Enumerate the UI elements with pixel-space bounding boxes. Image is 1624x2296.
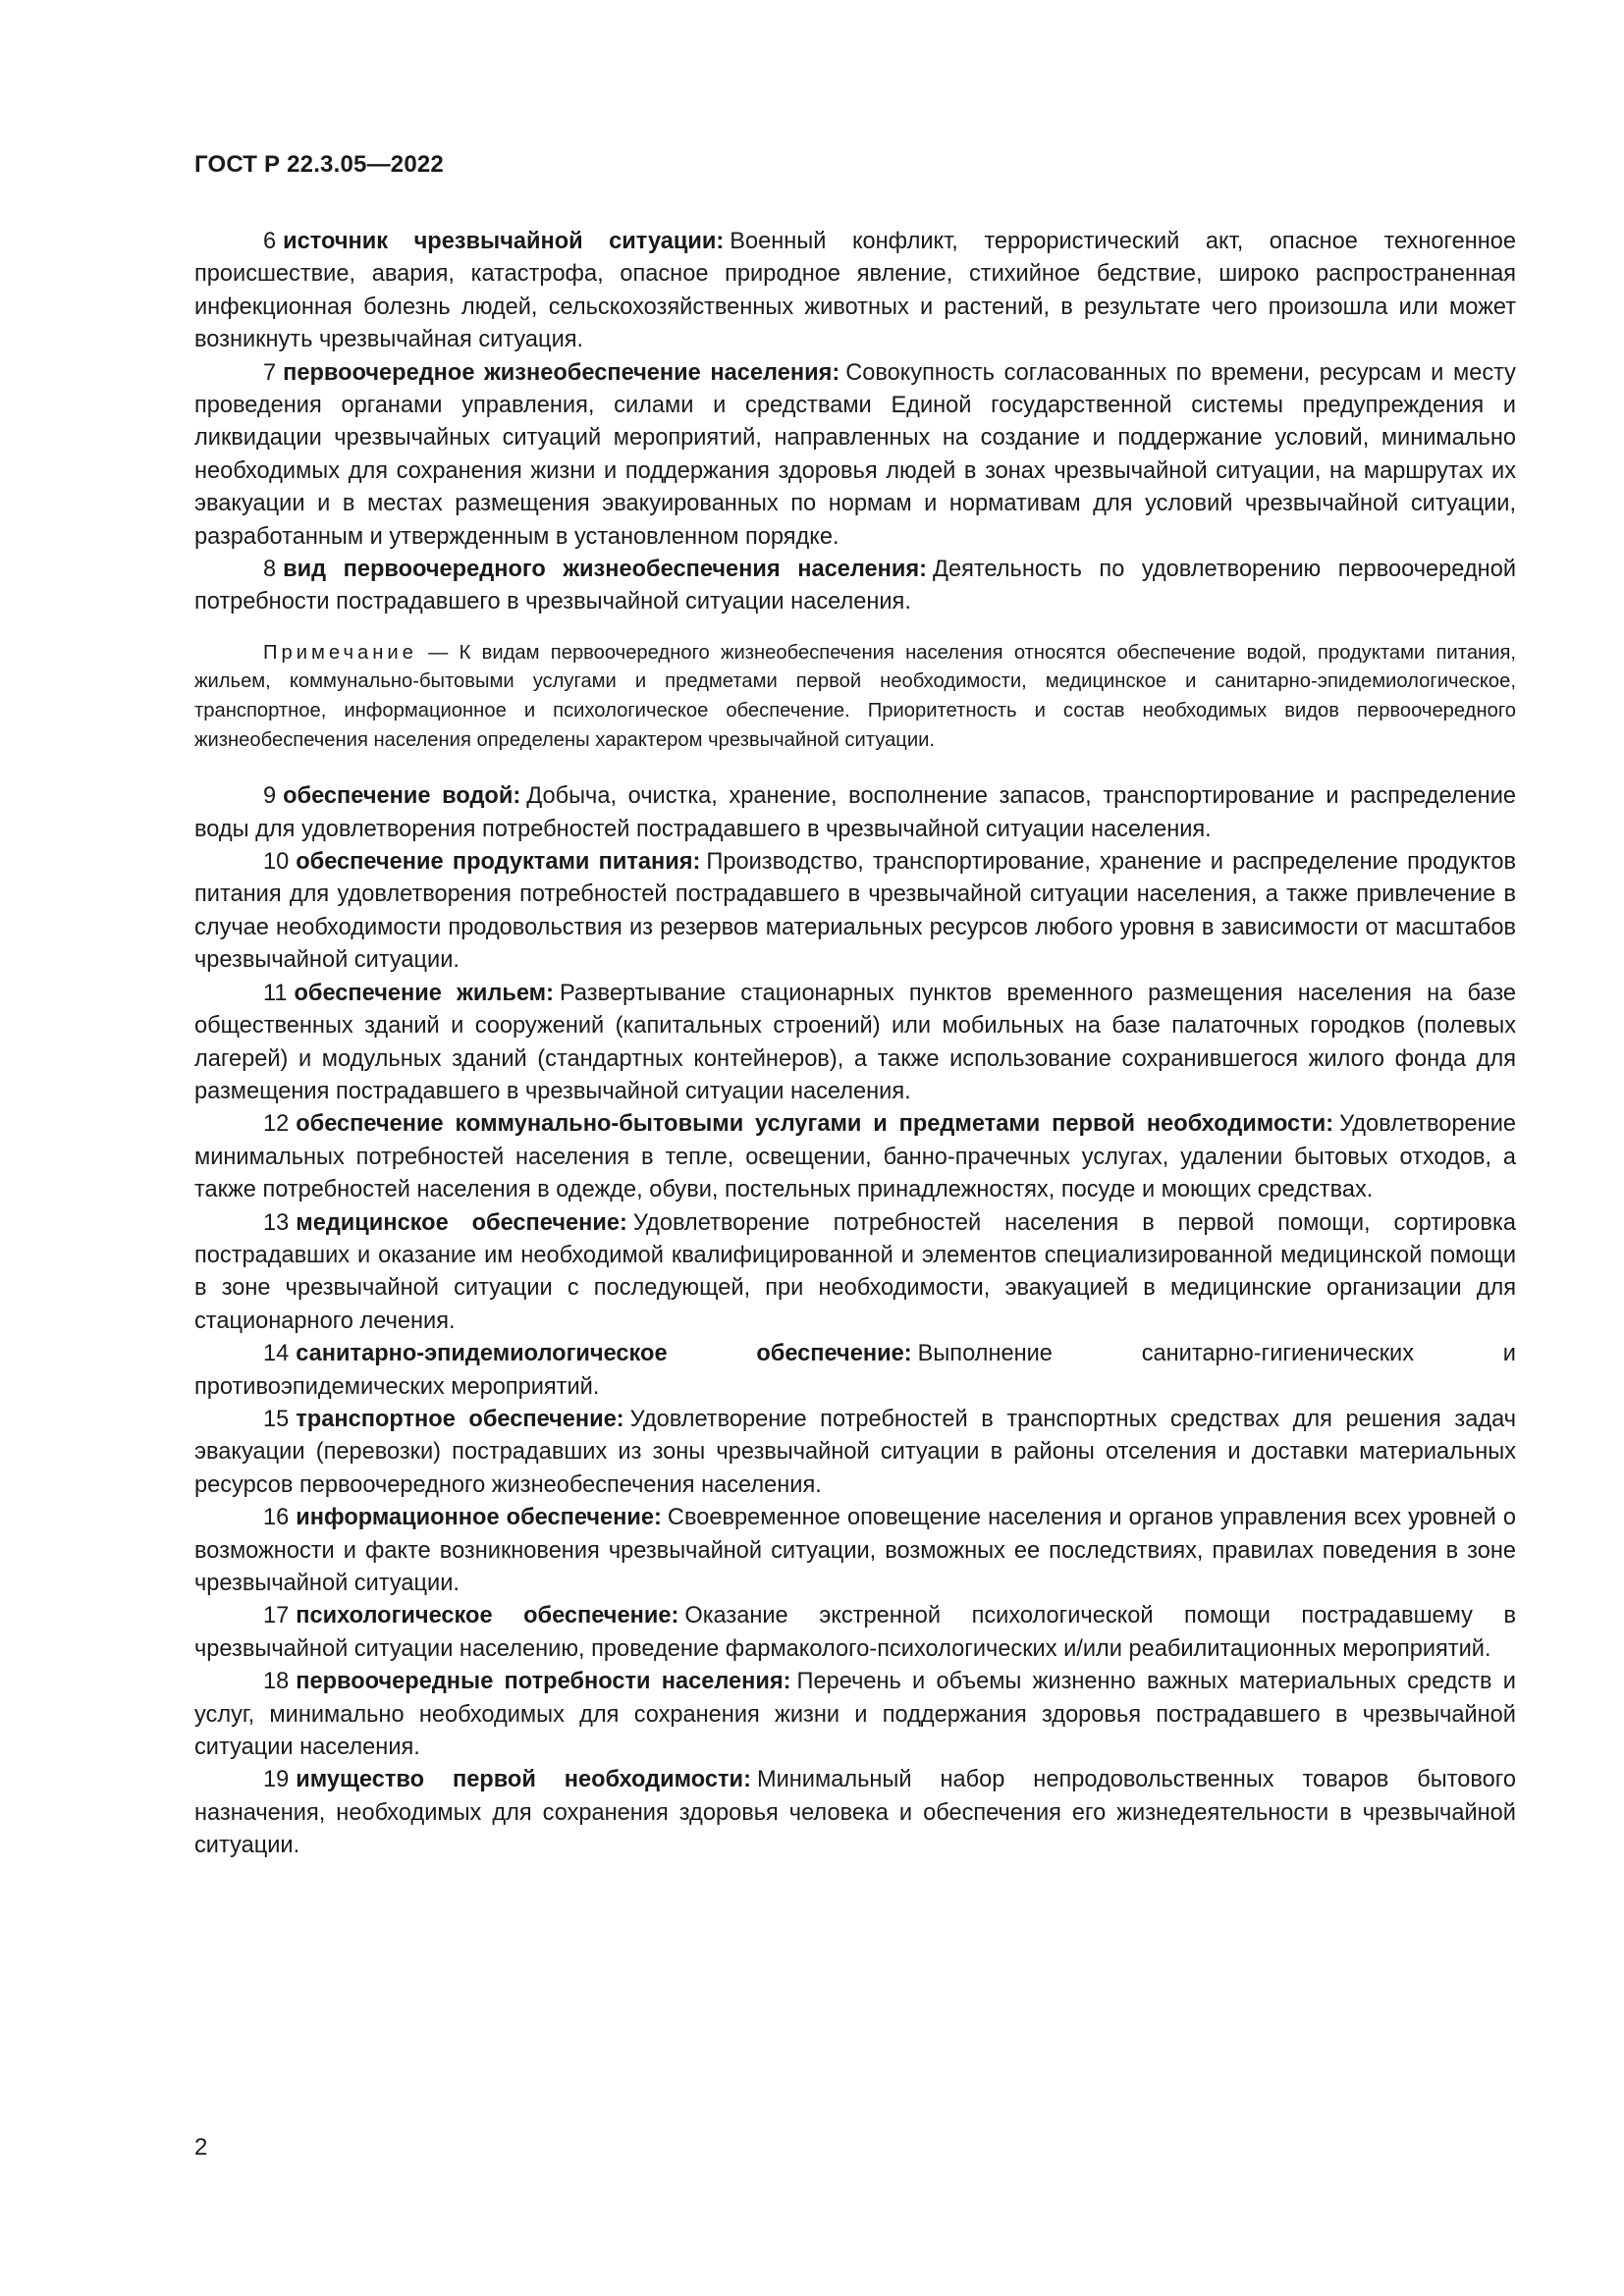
- term-entry-12: [194, 1108, 1516, 1206]
- page-number: 2: [194, 2134, 208, 2161]
- term-entry-18: [194, 1666, 1516, 1764]
- term-definition: Своевременное оповещение населения и органов управления всех уровней о возможности и факте возникновения чрезвычайной ситуации, возможных ее последствиях, правилах поведения в зоне чрезвычайной ситуации.: [194, 1505, 1516, 1596]
- term-definition: Военный конфликт, террористический акт, опасное техногенное происшествие, авария, катастрофа, опасное природное явление, стихийное бедствие, широко распространенная инфекционная болезнь людей, сельскохозяйственных животных и растений, в результате чего произошла или может возникнуть чрезвычайная ситуация.: [194, 229, 1517, 353]
- term-definition: Совокупность согласованных по времени, ресурсам и месту проведения органами управления, силами и средствами Единой государственной системы предупреждения и ликвидации чрезвычайных ситуаций мероприятий, направленных на создание и поддержание условий, минимально необходимых для сохранения жизни и поддержания здоровья людей в зонах чрезвычайной ситуации, на маршрутах их эвакуации и в местах размещения эвакуированных по нормам и нормативам для условий чрезвычайной ситуации, разработанным и утвержденным в установленном порядке.: [194, 359, 1516, 550]
- note-block: [194, 639, 1516, 755]
- term-number: 13: [263, 1209, 290, 1236]
- term-title: медицинское обеспечение:: [296, 1209, 627, 1236]
- term-title: имущество первой необходимости:: [296, 1767, 751, 1793]
- terms-section: [194, 226, 1516, 1863]
- term-number: 9: [263, 783, 277, 810]
- term-definition: Перечень и объемы жизненно важных материальных средств и услуг, минимально необходимых для сохранения жизни и поддержания здоровья пострадавшего в чрезвычайной ситуации населения.: [194, 1669, 1516, 1761]
- term-entry-13: [194, 1207, 1516, 1339]
- note-text: К видам первоочередного жизнеобеспечения населения относятся обеспечение водой, продуктами питания, жильем, коммунально-бытовыми услугами и предметами первой необходимости, медицинское и санитарно-эпидемиологическое, транспортное, информационное и психологическое обеспечение. Приоритетность и состав необходимых видов первоочередного жизнеобеспечения населения определены характером чрезвычайной ситуации.: [194, 641, 1517, 751]
- term-definition: Выполнение санитарно-гигиенических и противоэпидемических мероприятий.: [194, 1341, 1516, 1400]
- term-number: 10: [263, 849, 290, 876]
- term-entry-10: [194, 846, 1516, 978]
- term-entry-6: [194, 226, 1516, 357]
- term-title: вид первоочередного жизнеобеспечения населения:: [283, 557, 928, 583]
- term-definition: Добыча, очистка, хранение, восполнение запасов, транспортирование и распределение воды для удовлетворения потребностей пострадавшего в чрезвычайной ситуации населения.: [194, 783, 1516, 842]
- term-definition: Развертывание стационарных пунктов временного размещения населения на базе общественных зданий и сооружений (капитальных строений) или мобильных на базе палаточных городков (полевых лагерей) и модульных зданий (стандартных контейнеров), а также использование сохранившегося жилого фонда для размещения пострадавшего в чрезвычайной ситуации населения.: [194, 980, 1516, 1104]
- term-definition: Производство, транспортирование, хранение и распределение продуктов питания для удовлетворения потребностей пострадавшего в чрезвычайной ситуации населения, а также привлечение в случае необходимости продовольствия из резервов материальных ресурсов любого уровня в зависимости от масштабов чрезвычайной ситуации.: [194, 849, 1516, 974]
- term-title: источник чрезвычайной ситуации:: [283, 229, 725, 254]
- term-number: 6: [263, 229, 277, 254]
- term-number: 8: [263, 557, 277, 583]
- term-number: 14: [263, 1341, 290, 1367]
- term-title: информационное обеспечение:: [296, 1505, 662, 1531]
- term-title: транспортное обеспечение:: [296, 1406, 624, 1432]
- term-number: 11: [263, 980, 288, 1006]
- term-number: 16: [263, 1505, 290, 1531]
- term-entry-8: [194, 554, 1516, 619]
- term-title: обеспечение продуктами питания:: [296, 849, 701, 876]
- note-dash: —: [416, 641, 460, 664]
- term-number: 7: [263, 359, 277, 386]
- term-definition: Оказание экстренной психологической помощи пострадавшему в чрезвычайной ситуации населению, проведение фармаколого-психологических и/или реабилитационных мероприятий.: [194, 1603, 1516, 1662]
- term-title: психологическое обеспечение:: [296, 1603, 679, 1629]
- term-entry-19: [194, 1764, 1516, 1862]
- term-definition: Удовлетворение потребностей населения в первой помощи, сортировка пострадавших и оказание им необходимой квалифицированной и элементов специализированной медицинской помощи в зоне чрезвычайной ситуации с последующей, при необходимости, эвакуацией в медицинские организации для стационарного лечения.: [194, 1209, 1516, 1334]
- term-entry-11: [194, 978, 1516, 1109]
- term-number: 17: [263, 1603, 290, 1629]
- term-entry-7: [194, 357, 1516, 554]
- term-number: 12: [263, 1111, 290, 1138]
- term-entry-15: [194, 1404, 1516, 1502]
- term-number: 19: [263, 1767, 290, 1793]
- term-entry-16: [194, 1502, 1516, 1600]
- note-label: Примечание: [263, 641, 417, 664]
- term-entry-9: [194, 780, 1516, 846]
- term-title: обеспечение водой:: [283, 783, 521, 810]
- term-definition: Минимальный набор непродовольственных товаров бытового назначения, необходимых для сохранения здоровья человека и обеспечения его жизнедеятельности в чрезвычайной ситуации.: [194, 1767, 1516, 1859]
- document-code: ГОСТ Р 22.3.05—2022: [194, 151, 444, 178]
- term-entry-14: [194, 1338, 1516, 1404]
- term-definition: Удовлетворение потребностей в транспортных средствах для решения задач эвакуации (перевозки) пострадавших из зоны чрезвычайной ситуации в районы отселения и доставки материальных ресурсов первоочередного жизнеобеспечения населения.: [194, 1406, 1516, 1498]
- term-title: обеспечение коммунально-бытовыми услугами и предметами первой необходимости:: [296, 1111, 1334, 1138]
- term-definition: Удовлетворение минимальных потребностей населения в тепле, освещении, банно-прачечных услугах, удалении бытовых отходов, а также потребностей населения в одежде, обуви, постельных принадлежностях, посуде и моющих средствах.: [194, 1111, 1516, 1203]
- term-number: 15: [263, 1406, 290, 1432]
- term-title: первоочередное жизнеобеспечение населения:: [283, 359, 840, 386]
- term-title: санитарно-эпидемиологическое обеспечение:: [296, 1341, 912, 1367]
- term-number: 18: [263, 1669, 290, 1695]
- term-definition: Деятельность по удовлетворению первоочередной потребности пострадавшего в чрезвычайной ситуации населения.: [194, 557, 1516, 615]
- term-title: обеспечение жильем:: [294, 980, 554, 1006]
- term-title: первоочередные потребности населения:: [296, 1669, 791, 1695]
- term-entry-17: [194, 1600, 1516, 1666]
